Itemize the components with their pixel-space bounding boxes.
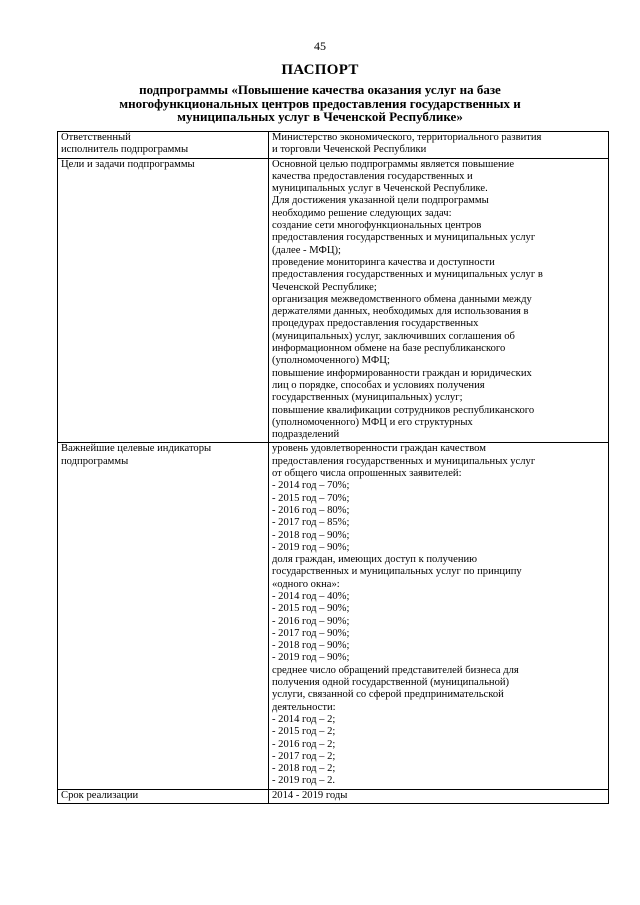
row-content-line: создание сети многофункциональных центров xyxy=(272,220,482,232)
row-content-line: - 2016 год – 90%; xyxy=(272,615,350,627)
table-row xyxy=(58,443,609,789)
row-content-line: 2014 - 2019 годы xyxy=(272,789,348,801)
document-subtitle xyxy=(90,83,550,124)
row-content-line: (уполномоченного) МФЦ и его структурных xyxy=(272,416,473,428)
row-content-line: среднее число обращений представителей бизнеса для xyxy=(272,664,519,676)
subtitle-line: муниципальных услуг в Чеченской Республике» xyxy=(177,109,463,124)
row-content-line: «одного окна»: xyxy=(272,578,340,590)
row-content-line: - 2016 год – 2; xyxy=(272,738,336,750)
row-content-line: уровень удовлетворенности граждан качеством xyxy=(272,443,486,455)
row-content-line: - 2017 год – 2; xyxy=(272,750,336,762)
row-label-cell xyxy=(58,132,269,159)
row-content-line: и торговли Чеченской Республики xyxy=(272,144,427,156)
row-content-line: - 2014 год – 40%; xyxy=(272,590,350,602)
row-label-line: Цели и задачи подпрограммы xyxy=(61,158,195,170)
row-content-line: повышение информированности граждан и юридических xyxy=(272,367,532,379)
table-row xyxy=(58,158,609,443)
row-content-line: - 2015 год – 70%; xyxy=(272,492,350,504)
page-number: 45 xyxy=(314,39,326,53)
row-content-line: муниципальных услуг в Чеченской Республике. xyxy=(272,183,488,195)
row-content-line: (муниципальных) услуг, заключивших соглашения об xyxy=(272,330,515,342)
row-content-line: лиц о порядке, способах и условиях получения xyxy=(272,379,485,391)
row-content-line: государственных и муниципальных услуг по принципу xyxy=(272,566,522,578)
row-content-line: (уполномоченного) МФЦ; xyxy=(272,355,390,367)
row-content-line: деятельности: xyxy=(272,701,336,713)
row-content-line: (далее - МФЦ); xyxy=(272,244,341,256)
row-content-cell xyxy=(269,443,609,789)
subtitle-line: многофункциональных центров предоставления государственных и xyxy=(119,95,521,111)
row-label-cell xyxy=(58,158,269,443)
row-content-line: необходимо решение следующих задач: xyxy=(272,207,452,219)
row-content-line: Чеченской Республике; xyxy=(272,281,377,293)
row-content-line: - 2014 год – 70%; xyxy=(272,480,350,492)
subtitle-line: подпрограммы «Повышение качества оказания услуг на базе xyxy=(139,82,501,97)
row-content-line: предоставления государственных и муниципальных услуг в xyxy=(272,269,543,281)
row-label-line: подпрограммы xyxy=(61,455,129,467)
row-label-cell xyxy=(58,443,269,789)
row-content-line: информационном обмене на базе республиканского xyxy=(272,343,506,355)
document-title: ПАСПОРТ xyxy=(281,62,359,78)
row-content-line: государственных (муниципальных) услуг; xyxy=(272,392,463,404)
row-content-line: - 2019 год – 2. xyxy=(272,775,336,787)
row-content-line: - 2018 год – 90%; xyxy=(272,529,350,541)
row-content-line: организация межведомственного обмена данными между xyxy=(272,293,532,305)
row-content-line: держателями данных, необходимых для использования в xyxy=(272,306,529,318)
passport-table-body xyxy=(58,132,609,804)
row-content-line: Для достижения указанной цели подпрограммы xyxy=(272,195,489,207)
table-row xyxy=(58,132,609,159)
row-label-line: Срок реализации xyxy=(61,789,139,801)
row-content-line: - 2019 год – 90%; xyxy=(272,541,350,553)
row-content-line: Основной целью подпрограммы является повышение xyxy=(272,158,515,170)
row-content-line: - 2018 год – 2; xyxy=(272,763,336,775)
row-content-line: доля граждан, имеющих доступ к получению xyxy=(272,554,478,566)
row-content-line: качества предоставления государственных и xyxy=(272,170,473,182)
row-content-line: - 2018 год – 90%; xyxy=(272,640,350,652)
row-content-line: - 2017 год – 85%; xyxy=(272,517,350,529)
row-label-line: исполнитель подпрограммы xyxy=(61,144,189,156)
row-content-line: предоставления государственных и муниципальных услуг xyxy=(272,232,536,244)
row-content-line: - 2016 год – 80%; xyxy=(272,504,350,516)
row-content-line: - 2015 год – 90%; xyxy=(272,603,350,615)
row-content-line: - 2015 год – 2; xyxy=(272,726,336,738)
table-row xyxy=(58,789,609,803)
row-content-line: - 2017 год – 90%; xyxy=(272,627,350,639)
row-content-line: повышение квалификации сотрудников республиканского xyxy=(272,404,535,416)
row-content-cell xyxy=(269,132,609,159)
row-content-line: - 2019 год – 90%; xyxy=(272,652,350,664)
row-label-cell xyxy=(58,789,269,803)
row-content-line: услуги, связанной со сферой предпринимательской xyxy=(272,689,504,701)
row-content-line: подразделений xyxy=(272,429,340,441)
row-label-line: Важнейшие целевые индикаторы xyxy=(61,443,212,455)
row-label-line: Ответственный xyxy=(61,132,131,143)
row-content-line: процедурах предоставления государственных xyxy=(272,318,479,330)
row-content-line: Министерство экономического, территориального развития xyxy=(272,132,542,143)
row-content-line: - 2014 год – 2; xyxy=(272,713,336,725)
row-content-cell xyxy=(269,158,609,443)
row-content-line: получения одной государственной (муниципальной) xyxy=(272,677,510,689)
row-content-line: проведение мониторинга качества и доступности xyxy=(272,256,495,268)
row-content-line: предоставления государственных и муниципальных услуг xyxy=(272,455,536,467)
row-content-line: от общего числа опрошенных заявителей: xyxy=(272,468,462,480)
row-content-cell xyxy=(269,789,609,803)
passport-table xyxy=(57,131,609,804)
